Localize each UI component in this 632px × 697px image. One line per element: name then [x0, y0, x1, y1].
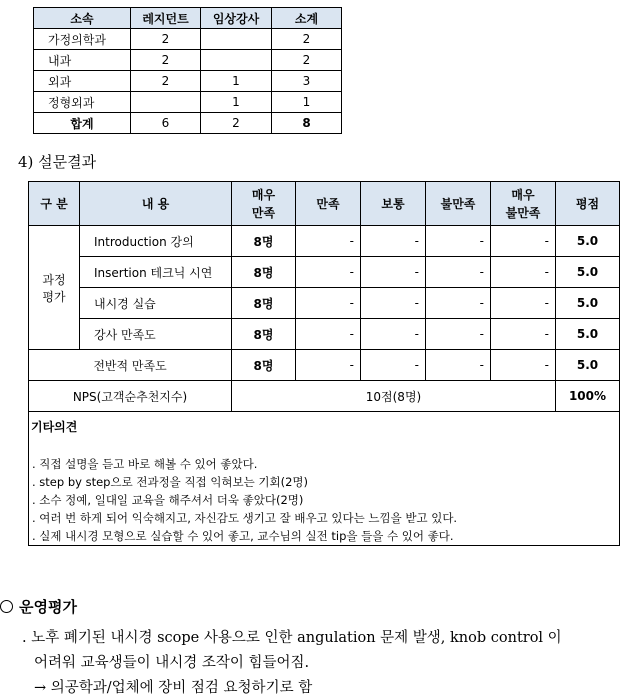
col-category: 구 분 [29, 182, 80, 226]
survey-heading: 4) 설문결과 [18, 153, 97, 171]
col-dept: 소속 [34, 8, 131, 29]
col-very-dissatisfied [491, 182, 556, 226]
col-very-satisfied [232, 182, 296, 226]
neutral-cell: - [361, 350, 426, 381]
nps-value: 10점(8명) [232, 381, 556, 412]
survey-table-header [29, 182, 620, 226]
nps-percent: 100% [556, 381, 620, 412]
clinical-cell [201, 29, 272, 50]
table-row [29, 288, 620, 319]
very-satisfied-cell: 8명 [232, 288, 296, 319]
col-very-satisfied-line2: 만족 [251, 205, 276, 220]
col-very-satisfied-line1: 매우 [251, 187, 276, 202]
table-row [34, 29, 342, 50]
col-score: 평점 [556, 182, 620, 226]
group-label-line1: 과정 [42, 272, 66, 287]
subtotal-cell: 1 [272, 92, 342, 113]
very-dissatisfied-cell: - [491, 319, 556, 350]
satisfied-cell: - [296, 319, 361, 350]
very-dissatisfied-cell: - [491, 350, 556, 381]
subtotal-cell: 2 [272, 50, 342, 71]
neutral-cell: - [361, 226, 426, 257]
neutral-cell: - [361, 257, 426, 288]
neutral-cell: - [361, 319, 426, 350]
satisfied-cell: - [296, 350, 361, 381]
comment-item: . 여러 번 하게 되어 익숙해지고, 자신감도 생기고 잘 배우고 있다는 느낌을 받고 있다. [32, 511, 458, 525]
comments-title: 기타의견 [31, 420, 78, 434]
item-cell: 내시경 실습 [80, 288, 232, 319]
resident-cell [131, 92, 201, 113]
table-row [29, 226, 620, 257]
subtotal-cell: 2 [272, 29, 342, 50]
table-row [34, 92, 342, 113]
table-row [34, 50, 342, 71]
total-resident: 6 [131, 113, 201, 134]
satisfied-cell: - [296, 288, 361, 319]
total-row [34, 113, 342, 134]
col-satisfied: 만족 [296, 182, 361, 226]
total-subtotal: 8 [272, 113, 342, 134]
col-content: 내 용 [80, 182, 232, 226]
very-dissatisfied-cell: - [491, 226, 556, 257]
col-subtotal: 소계 [272, 8, 342, 29]
dept-cell: 외과 [34, 71, 131, 92]
satisfied-cell: - [296, 257, 361, 288]
item-cell: 강사 만족도 [80, 319, 232, 350]
operation-title-text: 운영평가 [19, 598, 77, 616]
group-label-line2: 평가 [42, 289, 66, 304]
comment-item: . 소수 정예, 일대일 교육을 해주셔서 더욱 좋았다(2명) [32, 493, 304, 507]
col-dissatisfied: 불만족 [426, 182, 491, 226]
operation-line-1: . 노후 폐기된 내시경 scope 사용으로 인한 angulation 문제 발생, knob control 이 [22, 630, 562, 646]
operation-title [0, 596, 77, 617]
comments-row [29, 412, 620, 546]
comment-item: . 직접 설명을 듣고 바로 해볼 수 있어 좋았다. [32, 457, 258, 471]
very-dissatisfied-cell: - [491, 288, 556, 319]
comment-item: . step by step으로 전과정을 직접 익혀보는 기회(2명) [32, 475, 309, 489]
item-cell: Insertion 테크닉 시연 [80, 257, 232, 288]
resident-cell: 2 [131, 29, 201, 50]
dissatisfied-cell: - [426, 226, 491, 257]
dissatisfied-cell: - [426, 257, 491, 288]
operation-line-3: → 의공학과/업체에 장비 점검 요청하기로 함 [34, 680, 313, 696]
dept-cell: 가정의학과 [34, 29, 131, 50]
col-very-dissatisfied-line2: 불만족 [505, 205, 541, 220]
operation-line-2: 어려워 교육생들이 내시경 조작이 힘들어짐. [34, 655, 310, 671]
dissatisfied-cell: - [426, 350, 491, 381]
col-neutral: 보통 [361, 182, 426, 226]
score-cell: 5.0 [556, 226, 620, 257]
dept-cell: 정형외과 [34, 92, 131, 113]
col-very-dissatisfied-line1: 매우 [511, 187, 535, 202]
very-satisfied-cell: 8명 [232, 257, 296, 288]
nps-row [29, 381, 620, 412]
very-dissatisfied-cell: - [491, 257, 556, 288]
very-satisfied-cell: 8명 [232, 319, 296, 350]
score-cell: 5.0 [556, 350, 620, 381]
total-label: 합계 [34, 113, 131, 134]
clinical-cell [201, 50, 272, 71]
circle-bullet-icon [0, 600, 13, 613]
staff-table-header [34, 8, 342, 29]
satisfied-cell: - [296, 226, 361, 257]
neutral-cell: - [361, 288, 426, 319]
table-row [29, 319, 620, 350]
resident-cell: 2 [131, 71, 201, 92]
group-label [29, 226, 80, 350]
subtotal-cell: 3 [272, 71, 342, 92]
table-row [29, 257, 620, 288]
resident-cell: 2 [131, 50, 201, 71]
comment-item: . 실제 내시경 모형으로 실습할 수 있어 좋고, 교수님의 실전 tip을 들을 수 있어 좋다. [32, 529, 454, 543]
score-cell: 5.0 [556, 288, 620, 319]
survey-table [28, 181, 620, 546]
dissatisfied-cell: - [426, 319, 491, 350]
dept-cell: 내과 [34, 50, 131, 71]
col-resident: 레지던트 [131, 8, 201, 29]
staff-table [33, 7, 342, 134]
total-clinical: 2 [201, 113, 272, 134]
score-cell: 5.0 [556, 257, 620, 288]
nps-label: NPS(고객순추천지수) [29, 381, 232, 412]
overall-row [29, 350, 620, 381]
dissatisfied-cell: - [426, 288, 491, 319]
item-cell: Introduction 강의 [80, 226, 232, 257]
col-clinical: 임상강사 [201, 8, 272, 29]
comments-cell [29, 412, 620, 546]
overall-label: 전반적 만족도 [29, 350, 232, 381]
clinical-cell: 1 [201, 71, 272, 92]
very-satisfied-cell: 8명 [232, 350, 296, 381]
clinical-cell: 1 [201, 92, 272, 113]
table-row [34, 71, 342, 92]
score-cell: 5.0 [556, 319, 620, 350]
very-satisfied-cell: 8명 [232, 226, 296, 257]
